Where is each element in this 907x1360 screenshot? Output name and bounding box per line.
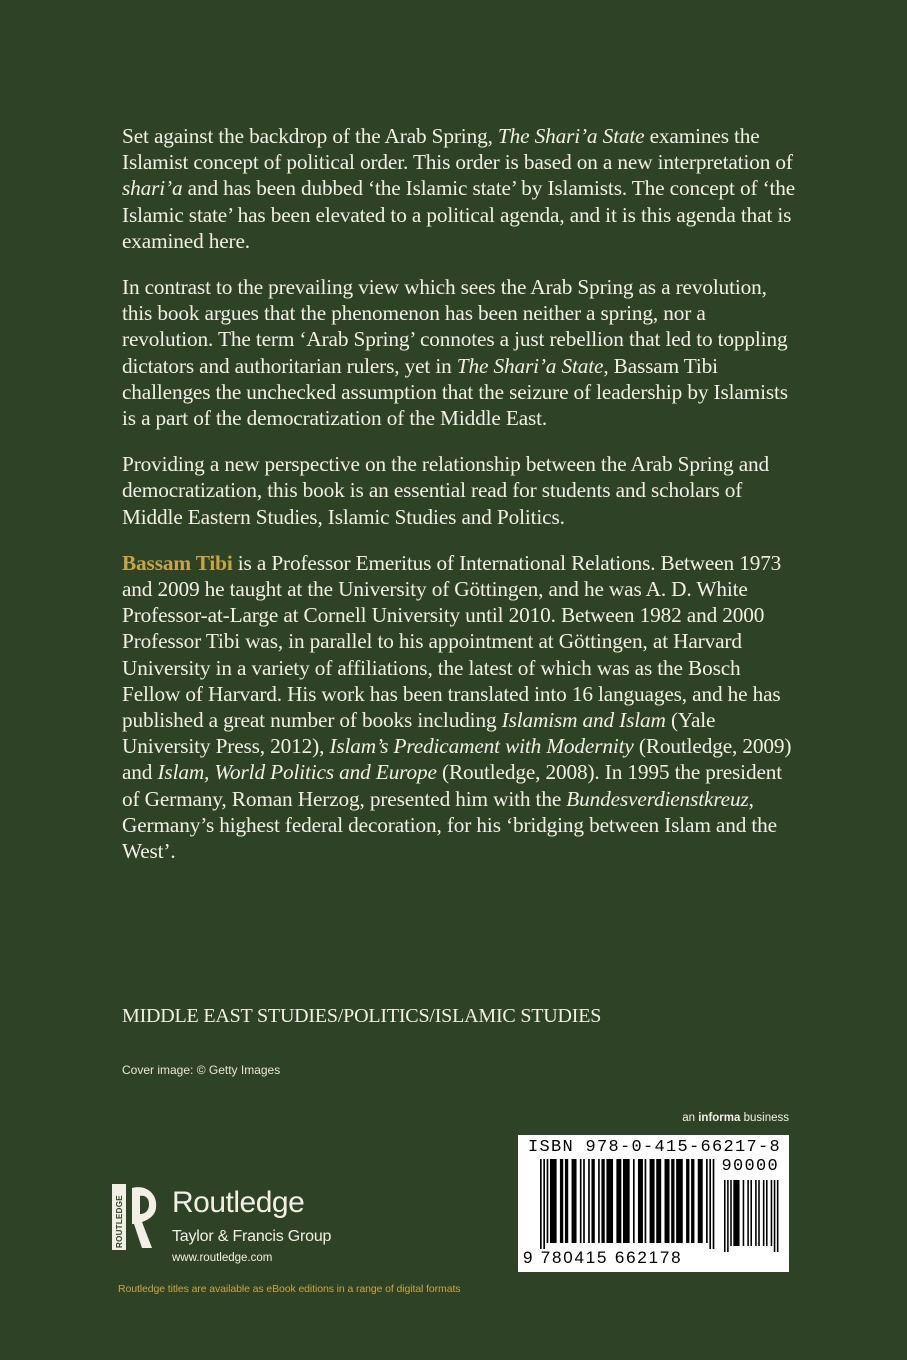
ebook-availability-note: Routledge titles are available as eBook editions in a range of digital formats — [118, 1283, 461, 1295]
ean-number: 9 780415 662178 — [523, 1248, 683, 1267]
blurb-paragraph-2: In contrast to the prevailing view which sees the Arab Spring as a revolution, this book argues that the phenomenon has been neither a spring, nor a revolution. The term ‘Arab Spring’ connotes a just rebellion that led to toppling dictators and authoritarian rulers, yet in The Shari’a State, Bassam Tibi challenges the unchecked assumption that the seizure of leadership by Islamists is a part of the democratization of the Middle East. — [122, 275, 788, 431]
informa-business-tag: an informa business — [682, 1112, 789, 1124]
isbn-number: ISBN 978-0-415-66217-8 — [528, 1138, 782, 1157]
publisher-group: Taylor & Francis Group — [172, 1228, 332, 1245]
back-cover-blurb — [122, 123, 802, 864]
cover-image-credit: Cover image: © Getty Images — [122, 1063, 281, 1077]
author-name: Bassam Tibi — [122, 550, 233, 575]
publisher-url[interactable]: www.routledge.com — [172, 1252, 273, 1264]
blurb-paragraph-1: Set against the backdrop of the Arab Spring, The Shari’a State examines the Islamist concept of political order. This order is based on a new interpretation of shari’a and has been dubbed ‘the Islamic state’ by Islamists. The concept of ‘the Islamic state’ has been elevated to a political agenda, and it is this agenda that is examined here. — [122, 124, 796, 253]
routledge-logo-icon — [112, 1182, 162, 1254]
publisher-name: Routledge — [172, 1186, 305, 1219]
blurb-paragraph-3: Providing a new perspective on the relationship between the Arab Spring and democratization, this book is an essential read for students and scholars of Middle Eastern Studies, Islamic Studies and Politics. — [122, 452, 770, 529]
svg-text:ROUTLEDGE: ROUTLEDGE — [115, 1195, 124, 1248]
author-bio: Bassam Tibi is a Professor Emeritus of International Relations. Between 1973 and 2009 he taught at the University of Göttingen, and he was A. D. White Professor-at-Large at Cornell University until 2010. Between 1982 and 2000 Professor Tibi was, in parallel to his appointment at Göttingen, at Harvard University in a variety of affiliations, the latest of which was as the Bosch Fellow of Harvard. His work has been translated into 16 languages, and he has published a great number of books including Islamism and Islam (Yale University Press, 2012), Islam’s Predicament with Modernity (Routledge, 2009) and Islam, World Politics and Europe (Routledge, 2008). In 1995 the president of Germany, Roman Herzog, presented him with the Bundesverdienstkreuz, Germany’s highest federal decoration, for his ‘bridging between Islam and the West’. — [122, 550, 792, 864]
subject-categories: MIDDLE EAST STUDIES/POLITICS/ISLAMIC STUDIES — [122, 1005, 602, 1027]
price-addon-number: 90000 — [721, 1157, 779, 1176]
isbn-barcode — [518, 1135, 789, 1272]
